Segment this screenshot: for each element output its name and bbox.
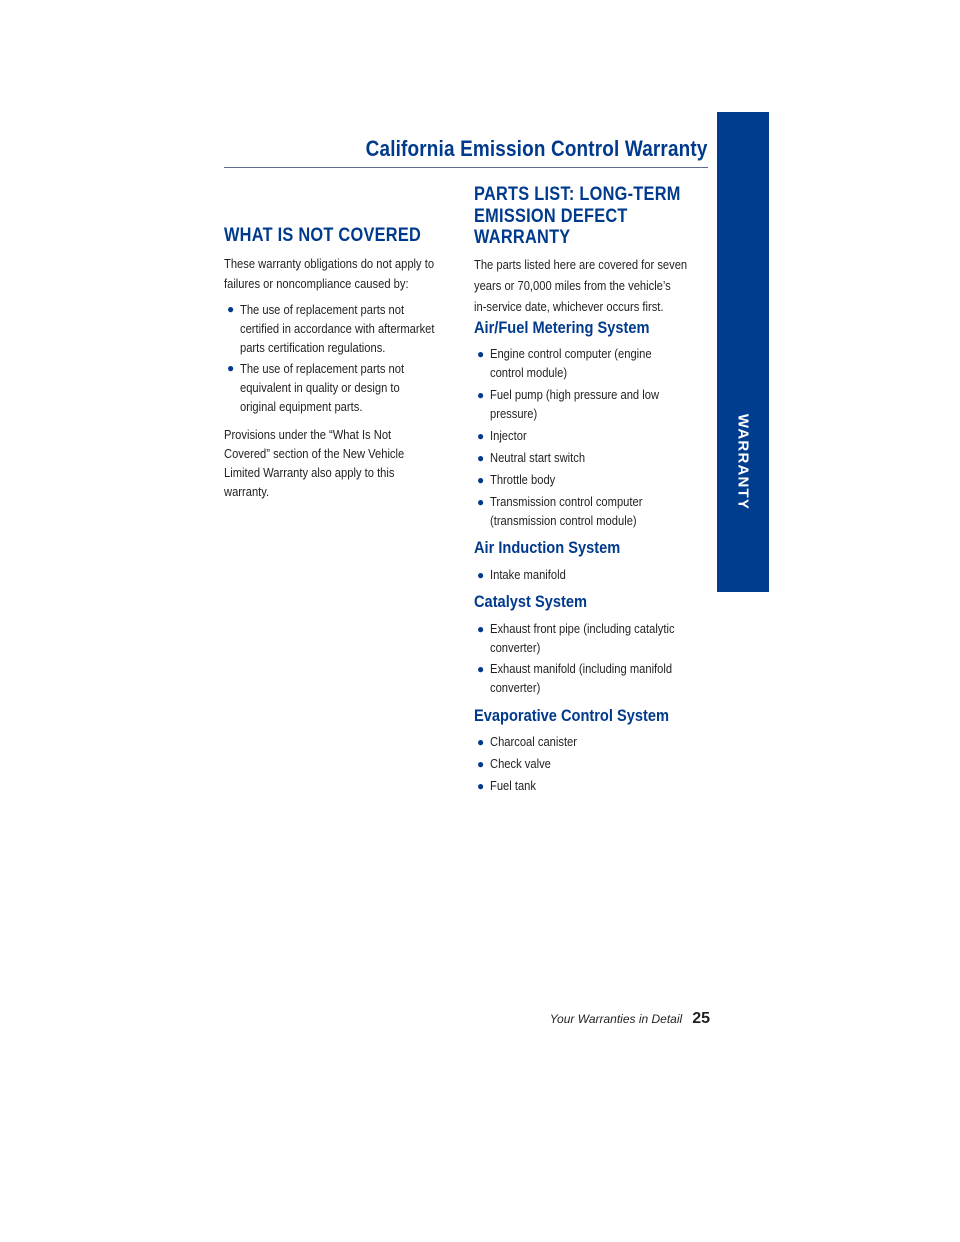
- bullet-icon: ●: [477, 757, 485, 771]
- bullet-icon: ●: [477, 451, 485, 465]
- air-fuel-list: [474, 449, 601, 468]
- section-air-induction: [474, 538, 644, 558]
- air-induction-list: [474, 566, 578, 585]
- bullet-icon: ●: [477, 473, 485, 487]
- bullet-icon: ●: [227, 302, 235, 316]
- bullet-icon: ●: [477, 662, 485, 676]
- list-item: ● Throttle body: [474, 471, 566, 490]
- intro-line: failures or noncompliance caused by:: [224, 276, 409, 291]
- list-item: ● The use of replacement parts not certified in accordance with aftermarket parts certification regulations.: [227, 302, 435, 355]
- list-item: ● Charcoal canister: [474, 733, 591, 752]
- evaporative-list: [474, 755, 561, 774]
- side-tab-label: WARRANTY: [734, 413, 752, 511]
- air-fuel-list: [474, 427, 533, 446]
- not-covered-heading: WHAT IS NOT COVERED: [224, 225, 422, 246]
- not-covered-list: [224, 300, 466, 357]
- list-item: ● Intake manifold: [474, 566, 578, 585]
- list-item: ● The use of replacement parts not equivalent in quality or design to original equipment parts.: [227, 361, 405, 414]
- bullet-icon: ●: [477, 388, 485, 402]
- list-item: ● Check valve: [474, 755, 561, 774]
- list-item: ● Exhaust front pipe (including catalytic converter): [477, 621, 675, 655]
- bullet-icon: ●: [477, 735, 485, 749]
- page-number: 25: [692, 1010, 710, 1027]
- list-item: ● Engine control computer (engine control module): [477, 346, 652, 380]
- section-catalyst: [474, 592, 605, 612]
- left-column: [224, 225, 464, 247]
- air-fuel-list: [474, 493, 667, 530]
- catalyst-list: [474, 660, 702, 697]
- footer-text: Your Warranties in Detail: [549, 1012, 683, 1026]
- section-title: Air/Fuel Metering System: [474, 318, 650, 337]
- list-item: ● Exhaust manifold (including manifold converter): [477, 661, 673, 695]
- evaporative-list: [474, 733, 591, 752]
- not-covered-intro: [224, 254, 468, 294]
- bullet-icon: ●: [477, 568, 485, 582]
- section-evaporative: [474, 706, 701, 726]
- list-item: ● Fuel pump (high pressure and low pressure): [477, 387, 660, 421]
- bullet-icon: ●: [477, 622, 485, 636]
- bullet-icon: ●: [477, 495, 485, 509]
- section-title: Evaporative Control System: [474, 706, 670, 725]
- evaporative-list: [474, 777, 543, 796]
- page-footer: [550, 1010, 710, 1028]
- bullet-icon: ●: [227, 361, 235, 375]
- parts-list-intro: The parts listed here are covered for seven years or 70,000 miles from the vehicle’s in-service date, whichever occurs first.: [474, 257, 688, 314]
- title-rule: [224, 167, 708, 168]
- intro-line: These warranty obligations do not apply to: [224, 256, 435, 271]
- not-covered-list-2: [224, 359, 431, 416]
- section-title: Catalyst System: [474, 592, 587, 611]
- section-air-fuel: [474, 318, 678, 338]
- page-title: California Emission Control Warranty: [366, 136, 708, 161]
- air-fuel-list: [474, 345, 678, 382]
- bullet-icon: ●: [477, 429, 485, 443]
- list-item: ● Injector: [474, 427, 533, 446]
- bullet-icon: ●: [477, 779, 485, 793]
- side-tab: [717, 112, 769, 592]
- list-item: ● Transmission control computer (transmission control module): [477, 494, 643, 528]
- bullet-icon: ●: [477, 347, 485, 361]
- section-title: Air Induction System: [474, 538, 621, 557]
- catalyst-list: [474, 620, 705, 657]
- list-item: ● Neutral start switch: [474, 449, 601, 468]
- air-fuel-list: [474, 386, 687, 423]
- air-fuel-list: [474, 471, 566, 490]
- list-item: ● Fuel tank: [474, 777, 543, 796]
- provisions-paragraph: Provisions under the “What Is Not Covered” section of the New Vehicle Limited Warranty also apply to this warranty.: [224, 427, 405, 499]
- parts-list-heading: PARTS LIST: LONG-TERM EMISSION DEFECT WARRANTY: [474, 184, 681, 248]
